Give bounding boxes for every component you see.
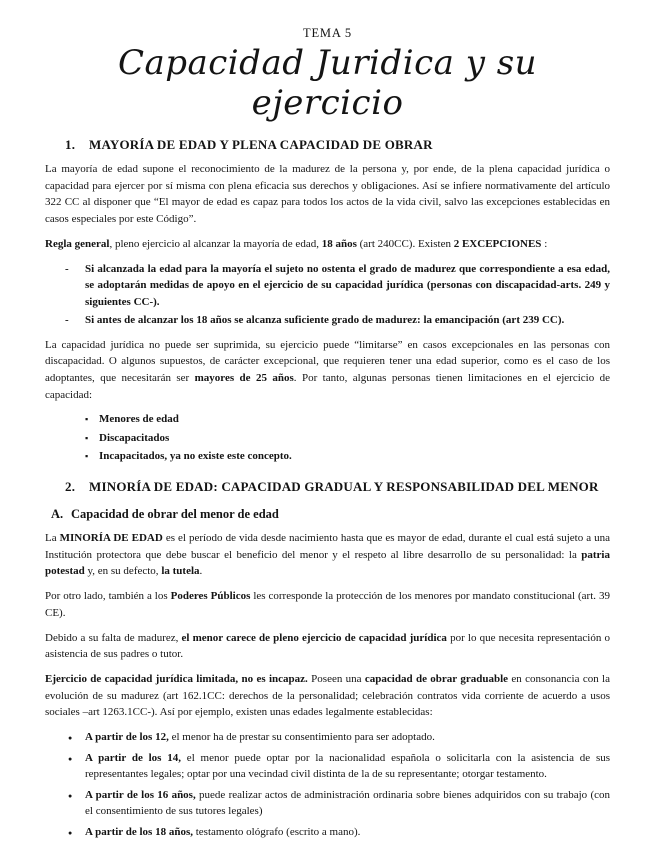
text-run: Regla general [45, 237, 110, 250]
text-run: A partir de los 14, [85, 751, 182, 764]
text-run: A partir de los 12, [85, 731, 169, 744]
subsection-heading-text: Capacidad de obrar del menor de edad [71, 506, 279, 521]
section-2-heading [45, 479, 610, 495]
paragraph-graduated-capacity [45, 671, 610, 721]
text-run: (art 240CC). Existen [356, 237, 454, 250]
text-run: . [199, 565, 203, 578]
text-run: el menor ha de prestar su consentimiento para ser adoptado. [168, 731, 435, 744]
subsection-letter: A. [51, 506, 64, 521]
document-title: Capacidad Juridica y su ejercicio [117, 43, 538, 123]
text-run: mayores de 25 años [194, 372, 294, 385]
section-number: 1. [65, 137, 76, 152]
list-item: ▪ Menores de edad [85, 411, 610, 428]
list-item [68, 729, 610, 746]
text-run: . Por tanto, algunas personas tienen limitaciones en el ejercicio de capacidad: [45, 372, 610, 401]
subsection-a-heading [51, 507, 610, 522]
ages-list [45, 729, 610, 840]
text-run: Debido a su falta de madurez, [45, 631, 182, 644]
text-run: por lo que necesita representación o asistencia de sus padres o tutor. [45, 631, 611, 661]
text-run: Poderes Públicos [170, 590, 251, 603]
text-run: La [45, 531, 60, 544]
list-item: - Si alcanzada la edad para la mayoría el sujeto no ostenta el grado de madurez que correspondiente a esa edad, se adoptarán medidas de apoyo en el ejercicio de su capacidad jurídica (personas con discapacidad-arts. 249 y siguientes CC-). [65, 261, 610, 311]
text-run: MINORÍA DE EDAD [59, 531, 163, 544]
list-item [68, 824, 610, 841]
list-item [68, 787, 610, 820]
paragraph-majority-intro: La mayoría de edad supone el reconocimiento de la madurez de la persona y, por ende, de la plena capacidad jurídica o capacidad para ejercer por sí misma con plena eficacia sus derechos y obligaciones. Así se infiere normativamente del artículo 322 CC al disponer que “El mayor de edad es capaz para todos los actos de la vida civil, salvo las excepciones establecidas en casos especiales por este Código”. [45, 163, 610, 226]
limitations-list [45, 411, 610, 465]
text-run: el menor puede optar por la nacionalidad española o solicitarla con la asistencia de sus representantes legales; optar por una vecindad civil distinta de la de su representante; otorgar testamento. [85, 751, 611, 781]
text-run: les corresponde la protección de los menores por mandato constitucional (art. 39 CE). [45, 590, 610, 619]
text-run: , pleno ejercicio al alcanzar la mayoría de edad, [109, 237, 322, 250]
list-item: ▪ Discapacitados [85, 430, 610, 447]
paragraph-public-powers [45, 588, 610, 621]
text-run: la tutela [161, 565, 200, 578]
text-run: 18 años [321, 237, 357, 250]
text-run: en consonancia con la evolución de su madurez (art 162.1CC: derechos de la personalidad; celebración contratos vida corriente de acuerdo a usos sociales –art 1263.1CC-). Así por ejemplo, existen unas edades legalmente establecidas: [45, 673, 610, 719]
text-run: Poseen una [307, 673, 365, 685]
text-run: es el período de vida desde nacimiento hasta que es mayor de edad, durante el cual está sujeto a una Institución protectora que debe buscar el beneficio del menor y el respeto al libre desarrollo de su personalidad: la [45, 531, 610, 561]
section-heading-text: MINORÍA DE EDAD: CAPACIDAD GRADUAL Y RESPONSABILIDAD DEL MENOR [89, 478, 599, 494]
section-number: 2. [65, 478, 76, 494]
text-run: : [541, 237, 548, 250]
text-run: La capacidad jurídica no puede ser suprimida, su ejercicio puede “limitarse” en casos excepcionales en las personas con discapacidad. O algunos supuestos, de carácter excepcional, que requieren tener una edad superior, como es el caso de los adoptantes, que necesitarán ser [45, 338, 610, 385]
paragraph-limitations [45, 337, 610, 404]
text-run: A partir de los 16 años, [85, 788, 196, 801]
text-run: puede realizar actos de administración ordinaria sobre bienes adquiridos con su trabajo (con el consentimiento de sus tutores legales) [85, 788, 610, 818]
list-item: ▪ Incapacitados, ya no existe este concepto. [85, 448, 610, 465]
exceptions-list [45, 261, 610, 329]
text-run: capacidad de obrar graduable [364, 673, 509, 685]
paragraph-general-rule [45, 236, 610, 253]
text-run: Ejercicio de capacidad jurídica limitada, no es incapaz. [45, 673, 308, 685]
text-run: el menor carece de pleno ejercicio de capacidad jurídica [181, 631, 447, 644]
text-run: patria potestad [45, 548, 610, 578]
document-kicker: TEMA 5 [303, 26, 352, 40]
section-heading-text: MAYORÍA DE EDAD Y PLENA CAPACIDAD DE OBRAR [89, 137, 433, 152]
text-run: 2 EXCEPCIONES [453, 237, 542, 250]
paragraph-lack-of-maturity [45, 630, 610, 663]
section-1-heading [45, 137, 610, 153]
list-item: - Si antes de alcanzar los 18 años se alcanza suficiente grado de madurez: la emancipación (art 239 CC). [65, 312, 610, 329]
text-run: y, en su defecto, [84, 565, 162, 578]
paragraph-minority-definition [45, 530, 610, 580]
list-item [68, 750, 610, 783]
text-run: A partir de los 18 años, [85, 825, 193, 838]
text-run: Por otro lado, también a los [45, 590, 171, 603]
text-run: testamento ológrafo (escrito a mano). [192, 825, 361, 838]
